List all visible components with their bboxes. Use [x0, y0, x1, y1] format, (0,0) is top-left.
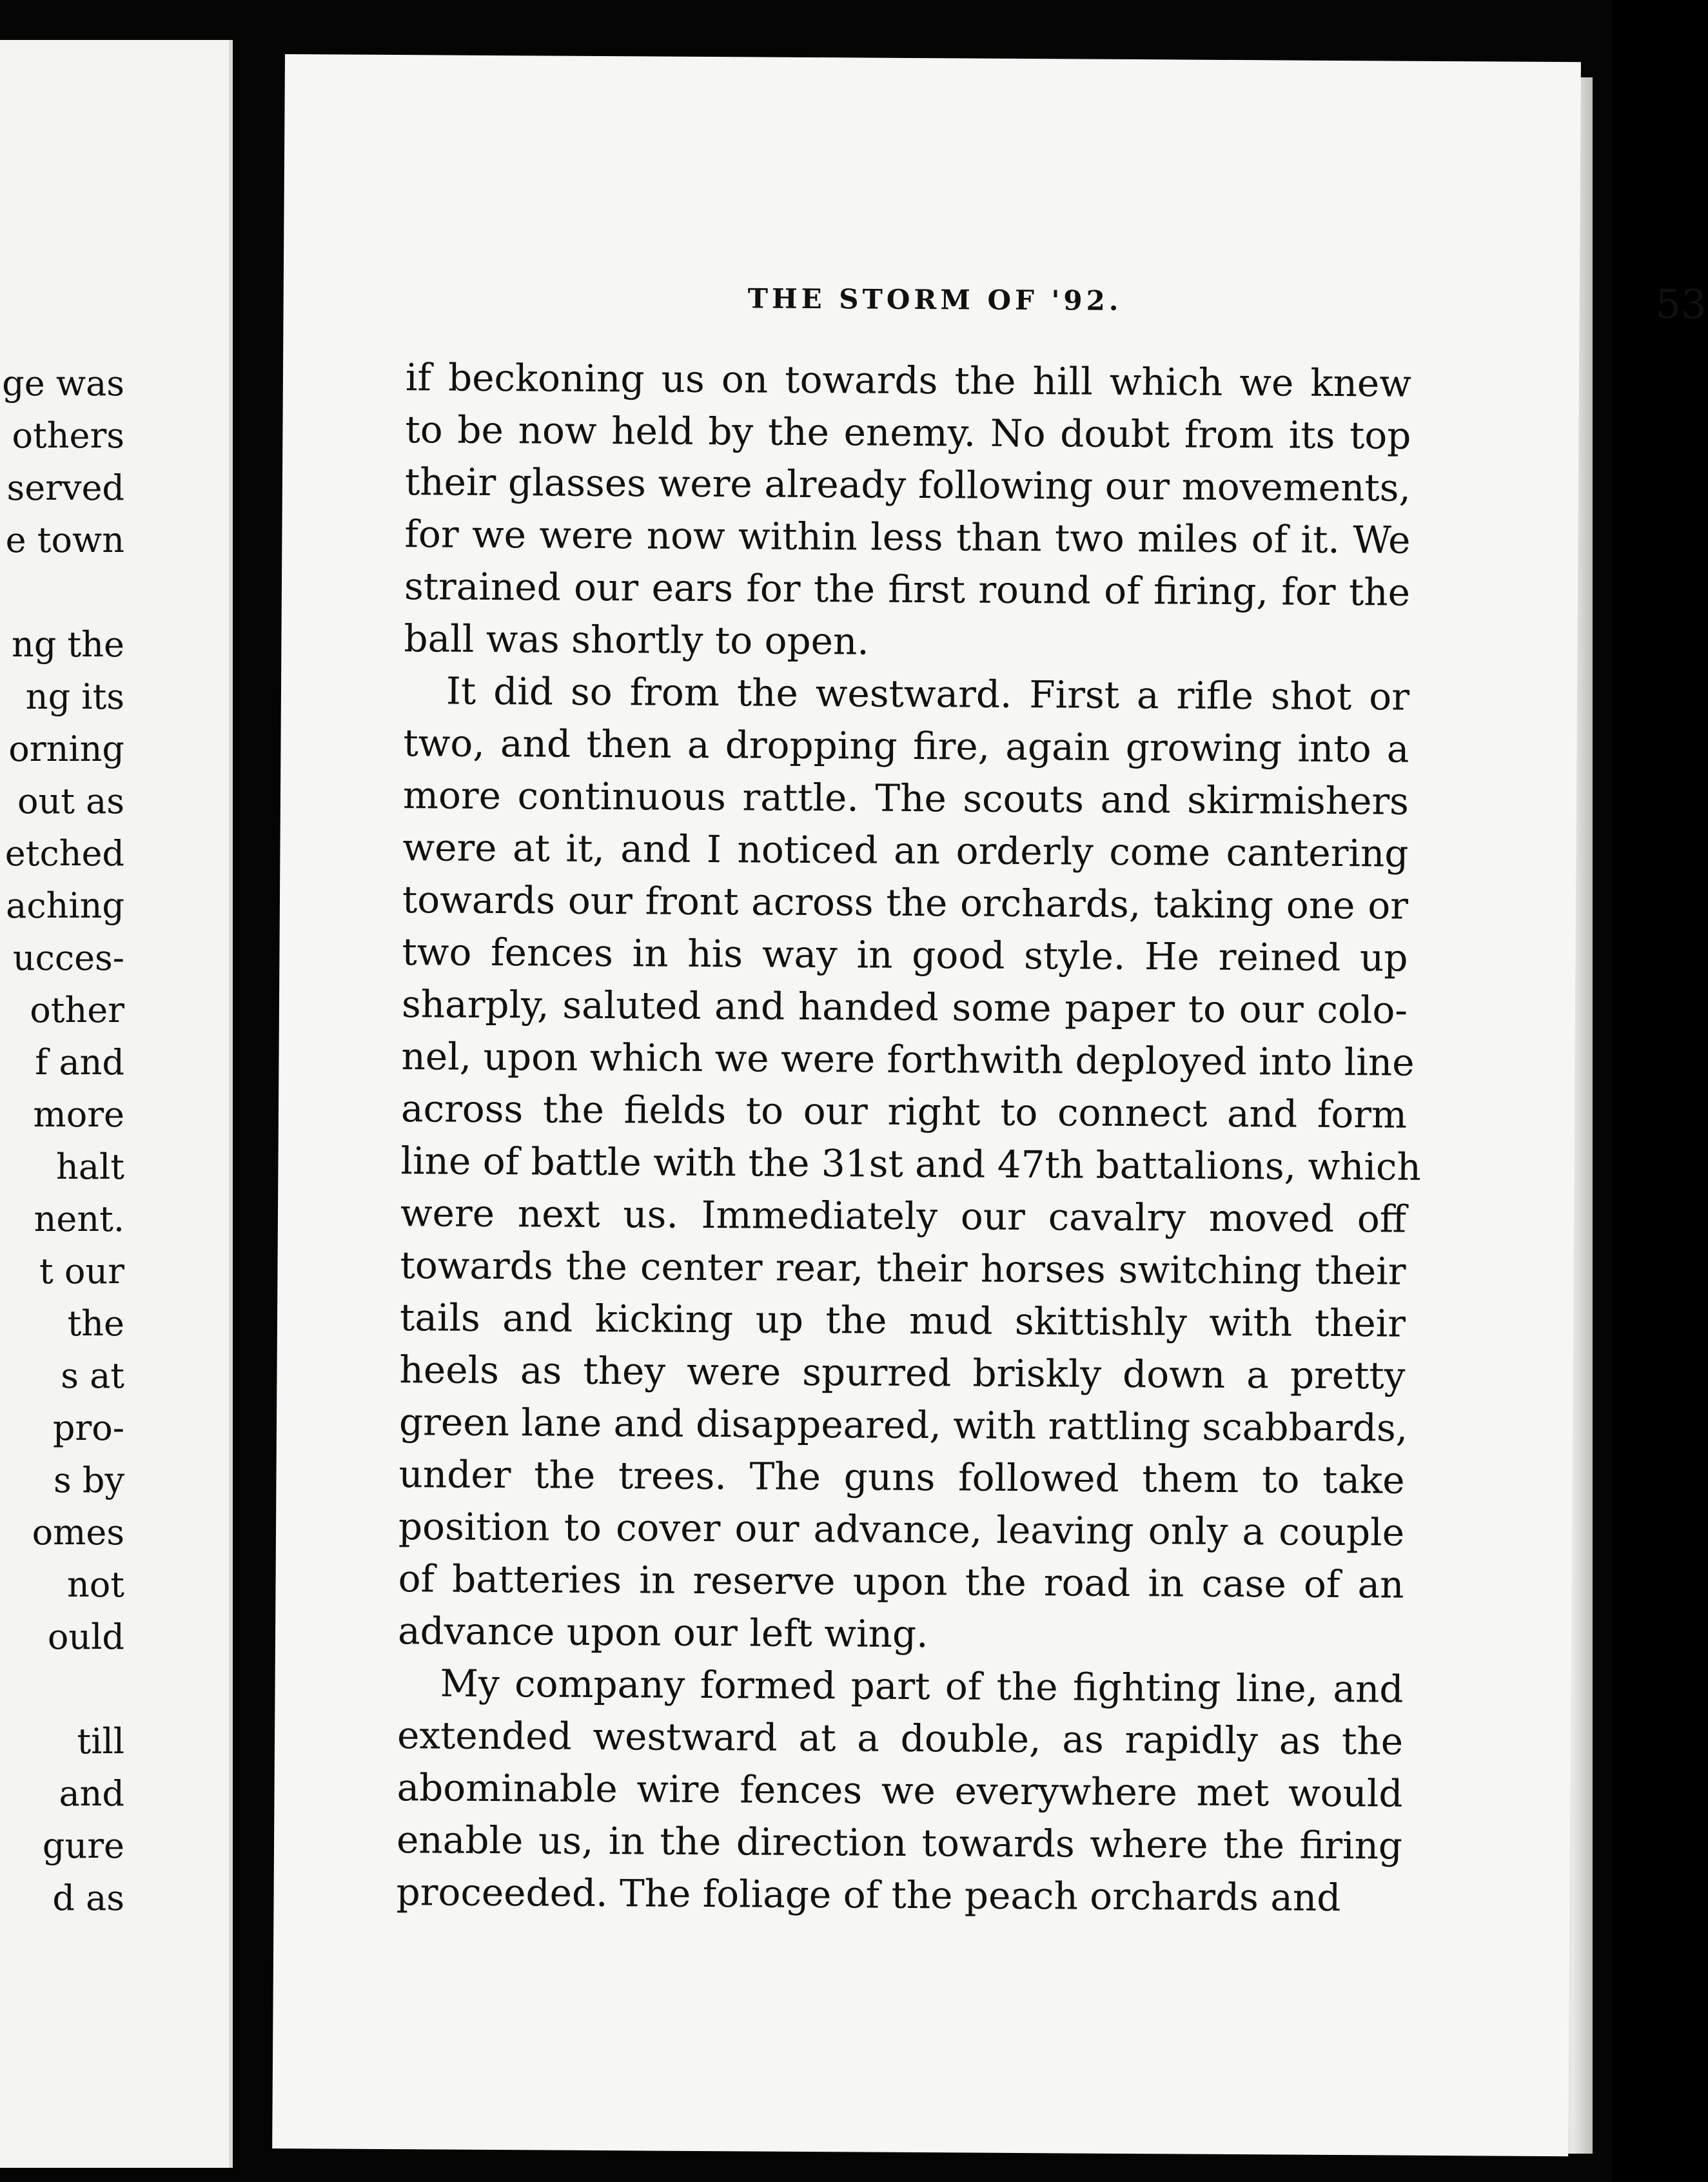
text-line: green lane and disappeared, with rattling scabbards, [398, 1400, 1408, 1450]
text-line: enable us, in the direction towards where the firing [396, 1818, 1403, 1868]
left-page-line: ge was [2, 363, 124, 404]
left-page-line: and [59, 1773, 124, 1814]
left-page-line: more [33, 1094, 124, 1135]
left-page-line: orning [8, 729, 124, 769]
left-page-line: omes [32, 1512, 124, 1553]
text-line: were at it, and I noticed an orderly come cantering [402, 825, 1409, 876]
left-page-line: out as [17, 781, 124, 821]
text-line: if beckoning us on towards the hill which we knew [405, 355, 1412, 406]
left-page-line: ould [47, 1617, 124, 1657]
text-line: nel, upon which we were forthwith deployed into line [401, 1034, 1415, 1085]
left-page-line: aching [6, 885, 124, 926]
left-page-line: served [6, 467, 124, 508]
text-line: towards the center rear, their horses switching their [400, 1243, 1406, 1293]
paragraph [404, 351, 1411, 671]
left-page-line: nent. [34, 1199, 124, 1239]
left-page-line: f and [35, 1042, 124, 1083]
left-page-line [0, 566, 229, 618]
left-page-fragment [0, 40, 233, 2168]
text-line: abominable wire fences we everywhere met would [397, 1765, 1403, 1816]
left-page-line: s by [54, 1460, 124, 1500]
text-line: across the fields to our right to connect and form [400, 1086, 1408, 1137]
left-page-line: etched [5, 833, 124, 874]
left-page-line: gure [42, 1825, 124, 1866]
text-line: strained our ears for the first round of firing, for the [404, 564, 1411, 614]
text-line: proceeded. The foliage of the peach orchards and [396, 1870, 1341, 1920]
text-line: advance upon our left wing. [397, 1609, 928, 1656]
left-page-line: other [30, 990, 124, 1030]
left-page-line: s at [61, 1355, 124, 1396]
text-line: position to cover our advance, leaving only a couple [398, 1504, 1405, 1555]
left-page-line [0, 1663, 229, 1715]
left-page-line: e town [5, 520, 124, 560]
text-line: tails and kicking up the mud skittishly with their [399, 1295, 1406, 1346]
left-page-line: ng its [25, 676, 124, 717]
left-page-line: d as [52, 1878, 124, 1918]
text-line: ball was shortly to open. [404, 616, 869, 663]
page-number: 53 [1655, 280, 1707, 328]
text-line: for we were now within less than two miles of it. We [404, 512, 1411, 562]
text-line: were next us. Immediately our cavalry moved off [400, 1191, 1407, 1241]
text-line: It did so from the westward. First a rifle shot or [446, 669, 1410, 719]
paragraph [396, 1657, 1403, 1925]
text-line: their glasses were already following our movements, [404, 460, 1411, 510]
text-line: extended westward at a double, as rapidly as the [397, 1713, 1404, 1764]
text-line: My company formed part of the fighting line, and [440, 1661, 1404, 1711]
text-line: line of battle with the 31st and 47th battalions, which [400, 1139, 1422, 1189]
left-page-line: pro- [52, 1408, 124, 1448]
left-page-line: the [67, 1303, 124, 1344]
left-page-line: halt [56, 1146, 124, 1187]
right-page [272, 54, 1707, 2156]
text-line: two, and then a dropping fire, again growing into a [403, 721, 1409, 771]
left-page-line: others [12, 415, 124, 456]
left-page-line: ucces- [12, 938, 124, 978]
text-line: sharply, saluted and handed some paper to our colo- [401, 982, 1408, 1032]
left-page-line: t our [39, 1251, 124, 1292]
text-line: to be now held by the enemy. No doubt from its top [405, 408, 1411, 458]
left-page-line: till [77, 1721, 124, 1762]
text-line: two fences in his way in good style. He reined up [402, 930, 1408, 980]
body-text [396, 351, 1422, 1924]
paragraph [397, 665, 1422, 1664]
text-line: under the trees. The guns followed them to take [398, 1452, 1405, 1502]
text-line: of batteries in reserve upon the road in case of an [398, 1557, 1404, 1607]
text-line: towards our front across the orchards, taking one or [402, 878, 1409, 928]
left-page-line: ng the [12, 624, 124, 665]
text-line: heels as they were spurred briskly down a pretty [399, 1348, 1406, 1398]
text-line: more continuous rattle. The scouts and skirmishers [402, 773, 1409, 823]
left-page-text [0, 357, 229, 1924]
left-page-line: not [67, 1564, 124, 1605]
running-head: THE STORM OF '92. [747, 282, 1123, 317]
